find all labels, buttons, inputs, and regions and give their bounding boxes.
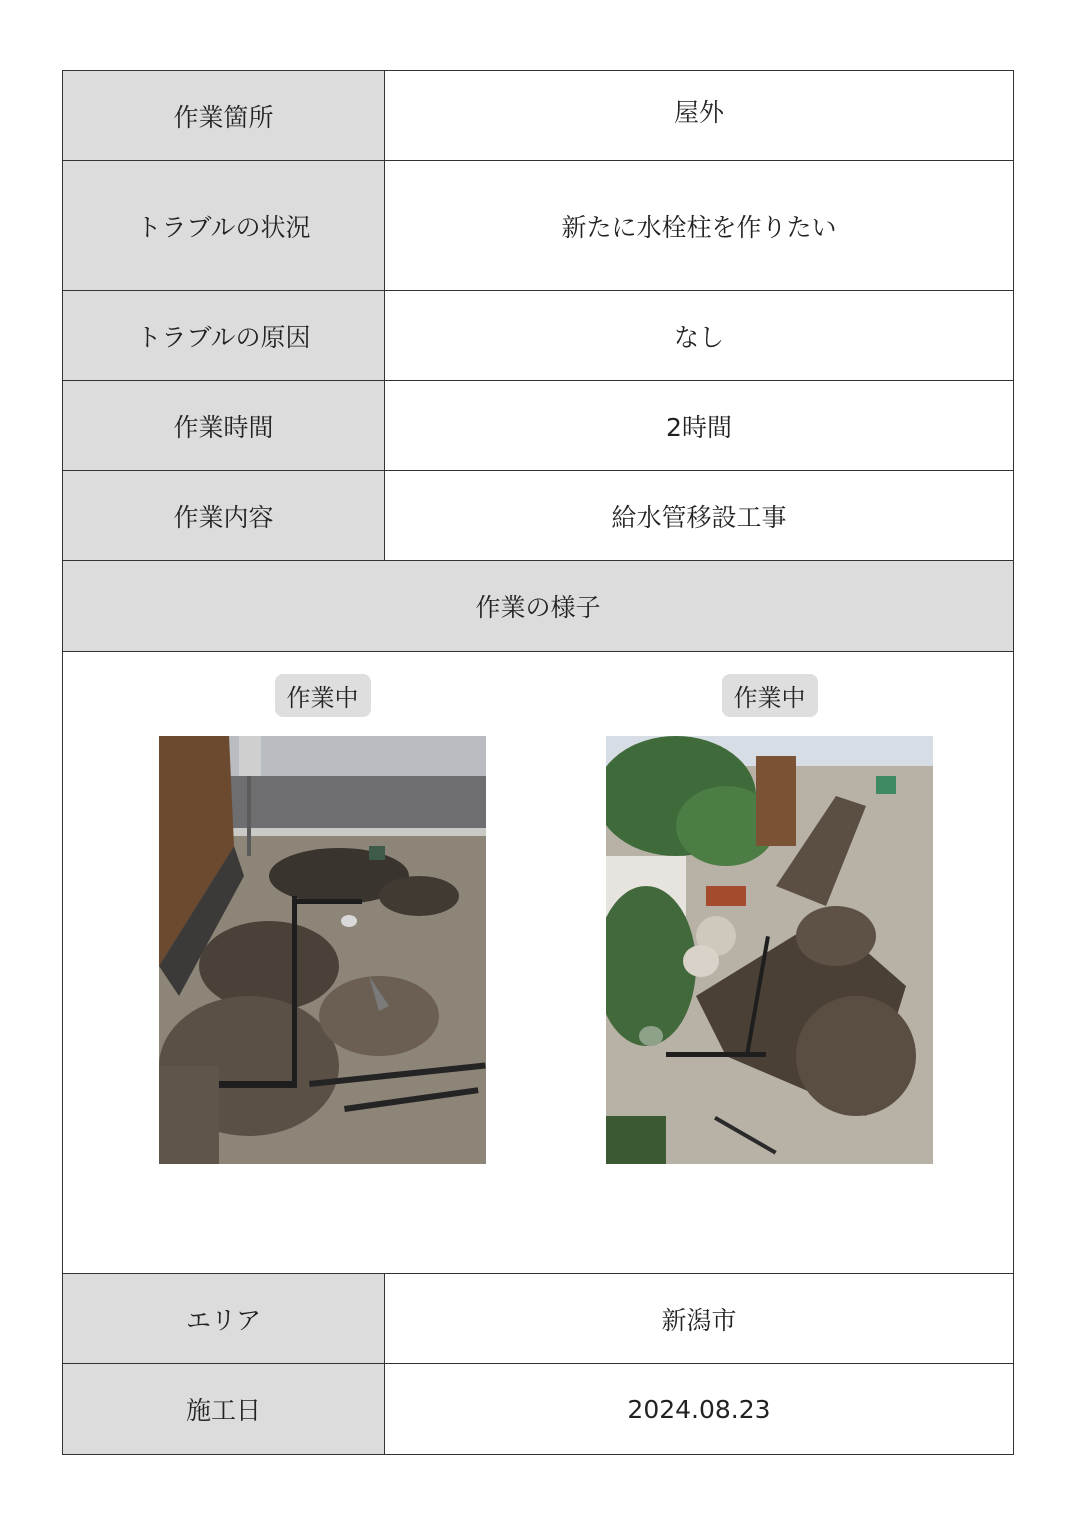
section-title-work-photos: 作業の様子 [63,561,1013,652]
row-work-time [63,381,1013,471]
label-work-location: 作業箇所 [63,71,385,160]
row-trouble-cause [63,291,1013,381]
label-work-content: 作業内容 [63,471,385,560]
row-construction-date [63,1364,1013,1454]
photo-excavation [159,736,486,1164]
label-construction-date: 施工日 [63,1364,385,1454]
photos-area [63,652,1013,1274]
value-trouble-cause: なし [673,322,724,352]
value-construction-date: 2024.08.23 [627,1394,771,1424]
photo-caption-2: 作業中 [722,674,818,717]
row-work-location [63,71,1013,161]
row-area [63,1274,1013,1364]
label-trouble-cause: トラブルの原因 [63,291,385,380]
row-trouble-status [63,161,1013,291]
photo-trench-image [606,736,933,1164]
photo-trench [606,736,933,1164]
value-area: 新潟市 [661,1305,737,1335]
label-area: エリア [63,1274,385,1363]
row-work-content [63,471,1013,561]
photo-excavation-image [159,736,486,1164]
value-work-location: 屋外 [673,97,724,127]
value-work-content: 給水管移設工事 [611,502,787,532]
value-work-time: 2時間 [666,412,732,442]
work-report-sheet [62,70,1014,1455]
label-work-time: 作業時間 [63,381,385,470]
label-trouble-status: トラブルの状況 [63,161,385,290]
photo-caption-1: 作業中 [275,674,371,717]
value-trouble-status: 新たに水栓柱を作りたい [561,212,837,242]
